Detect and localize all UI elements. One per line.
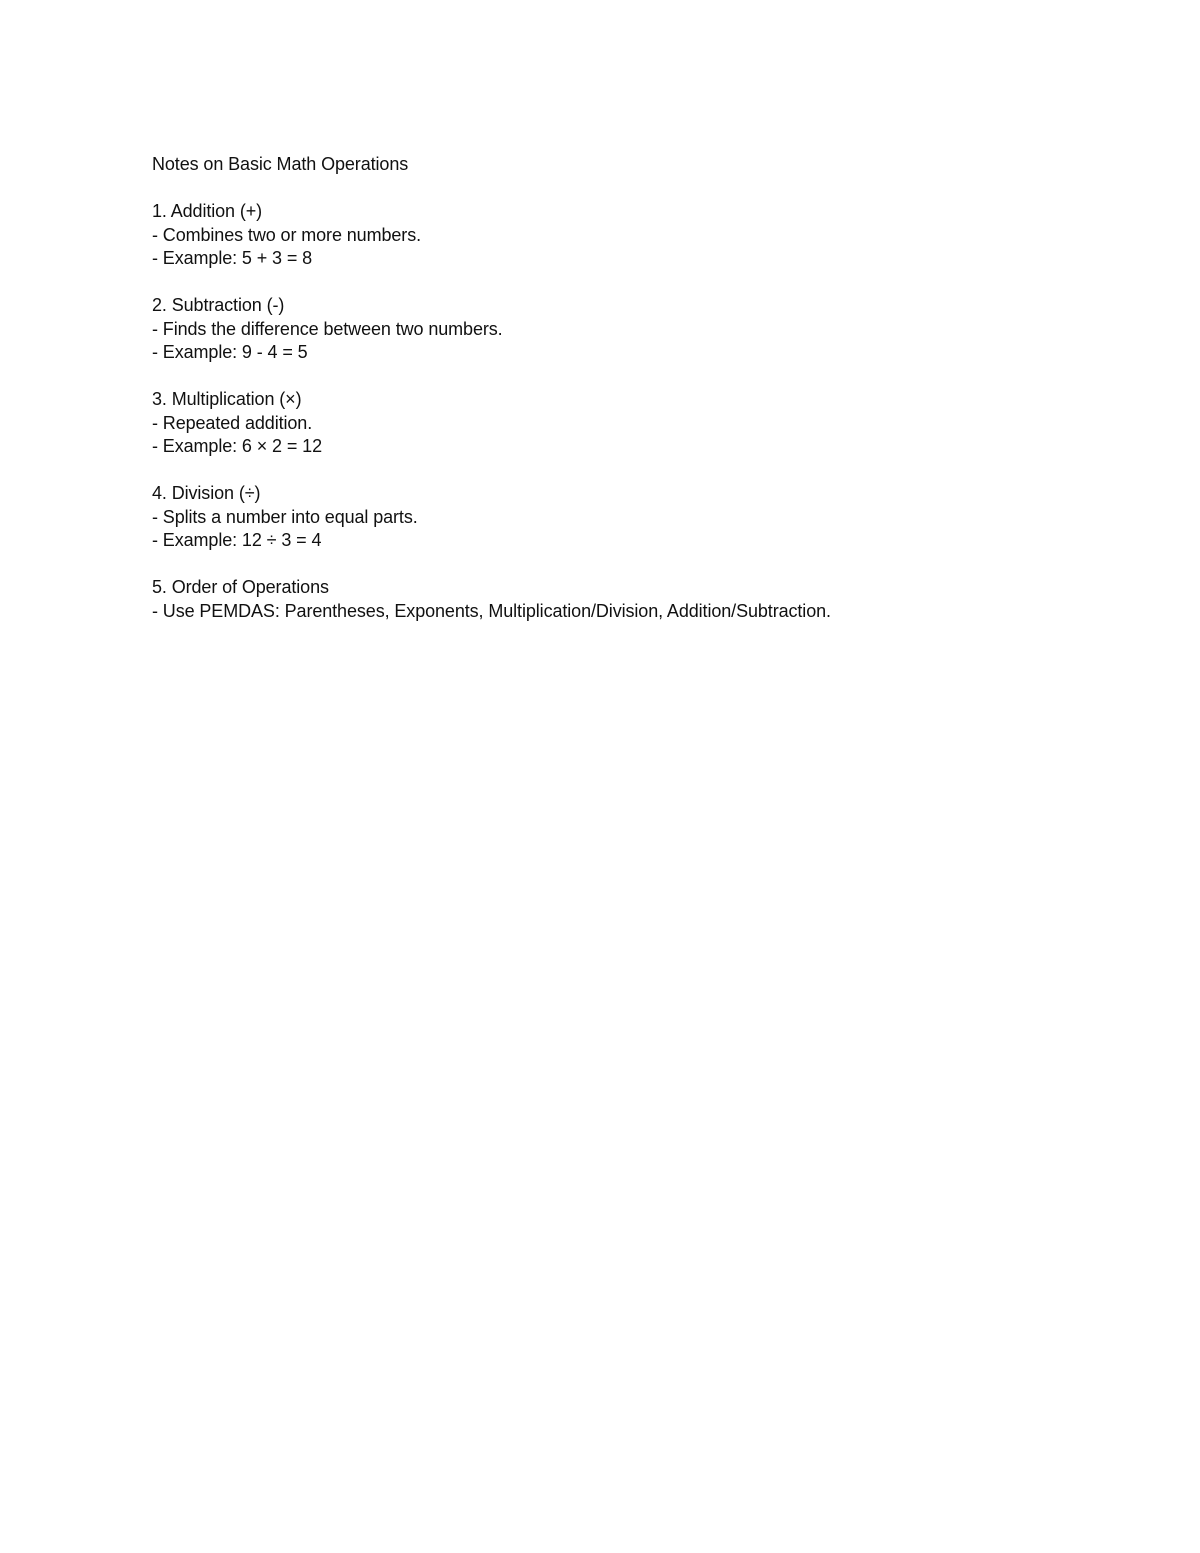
section-heading: 1. Addition (+)	[152, 201, 263, 221]
section-line: - Use PEMDAS: Parentheses, Exponents, Multiplication/Division, Addition/Subtraction.	[152, 600, 831, 621]
section-addition	[152, 200, 1132, 271]
section-heading: 4. Division (÷)	[152, 483, 261, 503]
section-division	[152, 482, 1132, 553]
section-multiplication	[152, 388, 1132, 459]
section-example: - Example: 5 + 3 = 8	[152, 248, 313, 268]
section-subtraction	[152, 294, 1132, 365]
section-heading: 5. Order of Operations	[152, 577, 329, 597]
section-heading: 2. Subtraction (-)	[152, 295, 285, 315]
document-body	[152, 153, 1132, 623]
section-example: - Example: 6 × 2 = 12	[152, 436, 322, 456]
section-line: - Finds the difference between two numbers.	[152, 318, 503, 339]
document-title: Notes on Basic Math Operations	[152, 154, 409, 174]
section-order-of-operations	[152, 576, 1132, 623]
section-line: - Splits a number into equal parts.	[152, 506, 418, 527]
section-example: - Example: 12 ÷ 3 = 4	[152, 530, 322, 550]
section-heading: 3. Multiplication (×)	[152, 389, 302, 409]
section-line: - Combines two or more numbers.	[152, 224, 421, 245]
section-example: - Example: 9 - 4 = 5	[152, 342, 308, 362]
section-line: - Repeated addition.	[152, 412, 313, 433]
